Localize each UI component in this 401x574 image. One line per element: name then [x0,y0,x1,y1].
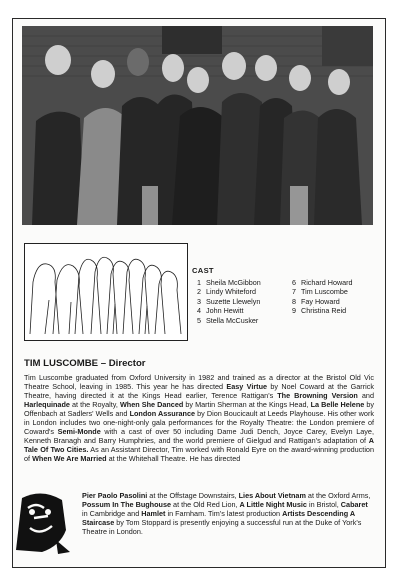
cast-group-photo [22,26,373,225]
director-heading: TIM LUSCOMBE – Director [24,358,146,369]
production-title: Lies About Vietnam [238,491,306,500]
production-title: Cabaret [340,500,368,510]
cast-name: Richard Howard [301,277,353,287]
bio-text: at the Whitehall Theatre. He has directed [106,454,241,464]
cast-number: 6 [292,277,296,287]
bio-text: and [357,391,374,401]
cast-title: CAST [192,266,214,275]
cast-number: 8 [292,296,296,306]
bio-text: by Tom Stoppard is presently enjoying a successful run at the Duke of York's Theatre in London. [82,518,362,537]
bio-text: at the Royalty, [69,400,120,410]
cast-member [192,297,287,307]
bio-text: in Cambridge and [82,509,142,519]
production-title: Pier Paolo Pasolini [82,491,148,500]
cast-name: Suzette Llewelyn [206,296,261,306]
bio-text: Tim Luscombe graduated from Oxford University in 1982 and trained as a director at the Bristol Old Vic Theatre School, leaving in 1985. This year he has directed [24,373,374,392]
cast-name: Tim Luscombe [301,287,348,297]
production-title: A Tale Of Two Cities. [24,436,374,455]
cast-member [192,278,287,288]
cast-number: 3 [197,296,201,306]
cast-name: Christina Reid [301,306,347,316]
bio-text: by Martin Sherman at the Kings Head, [183,400,311,410]
cast-number: 1 [197,277,201,287]
bio-text: at the Old Red Lion, [171,500,240,510]
cast-member [192,316,287,326]
production-title: When We Are Married [32,454,107,464]
cast-name: Sheila McGibbon [206,277,261,287]
production-title: Hamlet [141,509,166,519]
cast-member [192,306,287,316]
cast-member [287,306,382,316]
cast-number: 5 [197,315,201,325]
cast-member [287,287,382,297]
production-title: Easy Virtue [226,382,268,392]
production-title: La Belle Helene [310,400,365,410]
production-title: When She Danced [119,400,184,410]
bio-text: by Dion Boucicault at Leeds Playhouse. His other work in London includes two one-night-only gala performances for the Royalty Theatre: the London premiere of Coward's [24,409,374,437]
cast-column-right [287,278,382,326]
bio-text: at the Offstage Downstairs, [147,491,239,500]
production-title: Possum In The Bughouse [82,500,172,510]
cast-number: 7 [292,287,296,297]
director-bio [24,373,374,463]
cast-name: John Hewitt [206,306,244,316]
cast-number: 4 [197,306,201,316]
cast-member [192,287,287,297]
cast-member [287,297,382,307]
bio-text: by Noel Coward at the Garrick Theatre, having directed it at the Kings Head earlier, Terence Rattigan's [24,382,374,401]
cast-column-left [192,278,287,326]
bio-text: with a cast of over 50 including Dame Judi Dench, Joyce Carey, Evelyn Laye, Kenneth Branagh and Barry Humphries, and the world premiere of Gielgud and Rattigan's adaptation of [24,427,374,446]
cast-list [192,266,382,326]
bio-text: in Farnham. Tim's latest production [165,509,283,519]
cast-silhouette-key [24,243,188,341]
production-title: A Little Night Music [239,500,307,510]
production-title: Harlequinade [24,400,70,410]
director-bio-continued [82,491,374,536]
cast-name: Lindy Whiteford [206,287,256,297]
production-title: Semi-Monde [57,427,101,437]
bio-text: in Bristol, [306,500,341,510]
bio-text: As an Assistant Director, Tim worked with Ronald Eyre on the award-winning production of [24,445,374,464]
cast-name: Stella McCusker [206,315,259,325]
production-title: Artists Descending A Staircase [82,509,355,528]
production-title: The Browning Version [277,391,358,401]
bio-text: at the Oxford Arms, [305,491,371,500]
bio-text: by Offenbach at Sadlers' Wells and [24,400,374,419]
cast-member [287,278,382,288]
theatre-emblem-icon [12,490,72,555]
cast-number: 9 [292,306,296,316]
production-title: London Assurance [129,409,196,419]
cast-number: 2 [197,287,201,297]
cast-name: Fay Howard [301,296,340,306]
